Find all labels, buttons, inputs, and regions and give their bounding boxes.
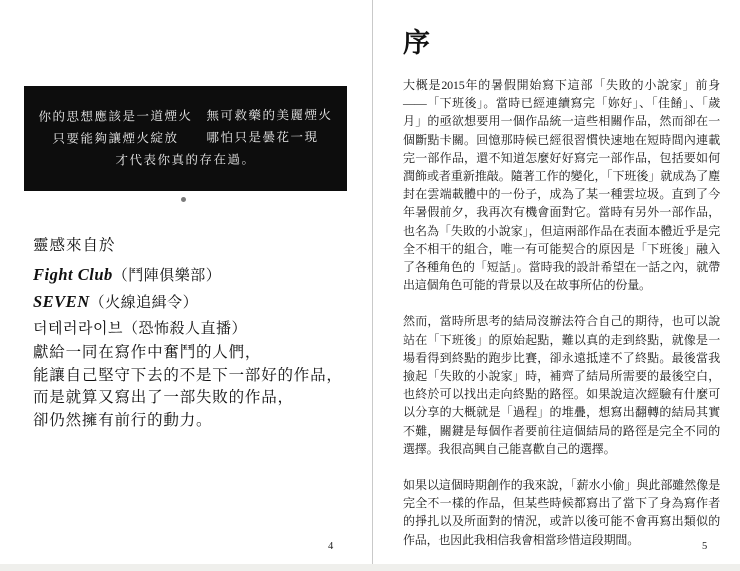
inspiration-item-title: Fight Club [33, 265, 113, 284]
inspiration-item-note: （火線追緝令） [89, 295, 199, 311]
epigraph-line: 只要能夠讓煙火綻放 哪怕只是曇花一現 [52, 129, 319, 146]
preface-body [403, 76, 720, 567]
inspiration-item-note: （鬥陣俱樂部） [112, 268, 222, 284]
preface-paragraph: 大概是2015年的暑假開始寫下這部「失敗的小說家」前身——「下班後」。當時已經連續寫完「妳好」、「佳餚」、「歲月」的亟欲想要用一個作品統一這些相關作品，然而卻在一個斷點卡關。回憶那時候已經很習慣快速地在短時間內連載完一部作品，還不知道怎麼好好寫完一部作品，包括要如何潤飾或者重新推敲。隨著工作的變化，「下班後」就成為了塵封在雲端載體中的一份子，成為了某一種雲垃圾。直到了今年暑假前夕，我再次有機會面對它。當時有另外一部作品，也名為「失敗的小說家」，但這兩部作品在表面本體近乎是完全不相干的組合，唯一有可能契合的原因是「下班後」融入了各種角色的「短話」。當時我的設計希望在一話之內，就帶出這個角色可能的背景以及在故事所佔的份量。 [403, 78, 720, 293]
dedication-line: 而是就算又寫出了一部失敗的作品， [33, 389, 294, 406]
inspiration-heading: 靈感來自於 [33, 237, 116, 254]
right-page [373, 0, 740, 571]
bottom-edge-strip [0, 564, 740, 571]
inspiration-item-title: SEVEN [33, 292, 90, 311]
left-page-number: 4 [328, 541, 334, 552]
dedication-line: 能讓自己堅守下去的不是下一部好的作品， [33, 366, 343, 384]
preface-title: 序 [403, 28, 430, 58]
inspiration-item-title: 더테러라이브 [33, 321, 123, 337]
inspiration-block [33, 236, 247, 345]
inspiration-item [33, 265, 247, 286]
inspiration-item [33, 292, 247, 313]
epigraph-box [24, 86, 347, 191]
dedication-line: 獻給一同在寫作中奮鬥的人們， [33, 344, 262, 361]
epigraph-line: 你的思想應該是一道煙火 無可救藥的美麗煙火 [38, 106, 333, 125]
separator-dot [181, 197, 186, 202]
preface-paragraph: 然而，當時所思考的結局沒辦法符合自己的期待，也可以說站在「下班後」的原始起點，難以真的走到終點，就像是一場看得到終點的跑步比賽，卻永遠抵達不了終點。最後當我撿起「失敗的小說家」時，補齊了結局所需要的最後空白，也終於可以找出走向終點的路徑。如果說這次經驗有什麼可以分享的大概就是「過程」的堆疊，想寫出翻轉的結局其實不難，關鍵是每個作者要前往這個結局的路徑是完全不同的選擇。我很高興自己能喜歡自己的選擇。 [403, 314, 720, 456]
right-page-number: 5 [702, 541, 708, 552]
inspiration-item-note: （恐怖殺人直播） [122, 321, 247, 337]
dedication-line: 卻仍然擁有前行的動力。 [33, 411, 213, 429]
inspiration-item [33, 319, 247, 339]
epigraph-line: 才代表你真的存在過。 [115, 151, 256, 168]
preface-paragraph: 如果以這個時期創作的我來說，「薪水小偷」與此部雖然像是完全不一樣的作品，但某些時候都寫出了當下了身為寫作者的掙扎以及所面對的情況，或許以後可能不會再寫出類似的作品，也因此我相信我會相當珍惜這段期間。 [403, 478, 720, 547]
dedication-block [33, 342, 343, 432]
